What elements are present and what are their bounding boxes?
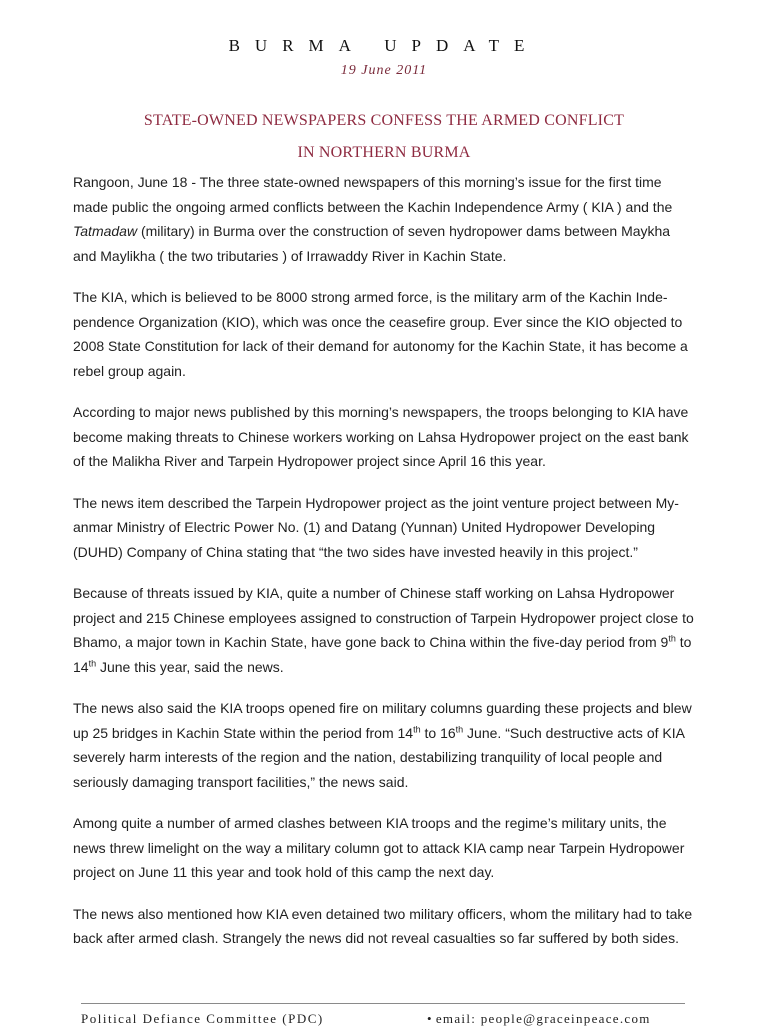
paragraph-6	[73, 696, 695, 794]
paragraph-6-text-a: The news also said the KIA troops opened fire on military columns guarding these projects and blew up 25 bridges in Kachin State within the period from 14	[73, 700, 692, 741]
paragraph-6-sup-1: th	[413, 723, 421, 734]
paragraph-1-text-a: Rangoon, June 18 - The three state-owned newspapers of this morning’s issue for the first time made public the ongoing armed conflicts between the Kachin Independence Army ( KIA ) and the	[73, 174, 673, 215]
paragraph-1	[73, 170, 695, 268]
paragraph-1-text-b: (military) in Burma over the construction of seven hydropower dams between Maykha and Maylikha ( the two tributaries ) of Irrawaddy River in Kachin State.	[73, 223, 671, 264]
footer-contact	[427, 1011, 651, 1027]
paragraph-5-sup-1: th	[668, 633, 676, 644]
paragraph-6-text-c: June. “Such destructive acts of KIA severely harm interests of the region and the nation, destabilizing tranquility of local people and seriously damaging transport facilities,” the news said.	[73, 724, 685, 790]
paragraph-5-text-a: Because of threats issued by KIA, quite a number of Chinese staff working on Lahsa Hydropower project and 215 Chinese employees assigned to construction of Tarpein Hydropower project close to Bhamo, a major town in Kachin State, have gone back to China within the five-day period from 9	[73, 585, 694, 650]
paragraph-6-sup-2: th	[455, 723, 464, 734]
article-body	[73, 170, 695, 968]
paragraph-2: The KIA, which is believed to be 8000 strong armed force, is the military arm of the Kachin Inde-pendence Organization (KIO), which was once the ceasefire group. Ever since the KIO objected to 2008 State Constitution for lack of their demand for autonomy for the Kachin State, it has become a rebel group again.	[73, 289, 688, 379]
headline-line-1: STATE-OWNED NEWSPAPERS CONFESS THE ARMED CONFLICT	[143, 112, 625, 129]
footer-email[interactable]: email: people@graceinpeace.com	[435, 1011, 651, 1026]
headline-line-2: IN NORTHERN BURMA	[297, 144, 471, 161]
paragraph-8: The news also mentioned how KIA even detained two military officers, whom the military had to take back after armed clash. Strangely the news did not reveal casualties so far suffered by both sides.	[73, 905, 693, 946]
paragraph-5-text-c: June this year, said the news.	[96, 658, 284, 675]
paragraph-1-emphasis: Tatmadaw	[73, 223, 138, 239]
headline	[0, 105, 768, 169]
paragraph-5-sup-2: th	[88, 657, 97, 668]
footer-divider	[81, 1003, 685, 1004]
paragraph-7: Among quite a number of armed clashes between KIA troops and the regime’s military units, the news threw limelight on the way a military column got to attack KIA camp near Tarpein Hydropower project on June 11 this year and took hold of this camp the next day.	[73, 815, 685, 880]
footer-organization: Political Defiance Committee (PDC)	[81, 1011, 324, 1026]
paragraph-5	[73, 581, 695, 679]
paragraph-5-text-b: to 14	[73, 634, 692, 675]
bullet-icon: •	[427, 1011, 433, 1026]
masthead: BURMA UPDATE	[228, 36, 540, 55]
paragraph-6-text-b: to 16	[420, 724, 456, 741]
paragraph-3: According to major news published by this morning’s newspapers, the troops belonging to KIA have become making threats to Chinese workers working on Lahsa Hydropower project on the east bank of the Malikha River and Tarpein Hydropower project since April 16 this year.	[73, 404, 689, 469]
issue-date: 19 June 2011	[340, 63, 428, 78]
paragraph-4: The news item described the Tarpein Hydropower project as the joint venture project between My-anmar Ministry of Electric Power No. (1) and Datang (Yunnan) United Hydropower Developing (DUHD) Company of China stating that “the two sides have invested heavily in this project.”	[73, 494, 679, 560]
